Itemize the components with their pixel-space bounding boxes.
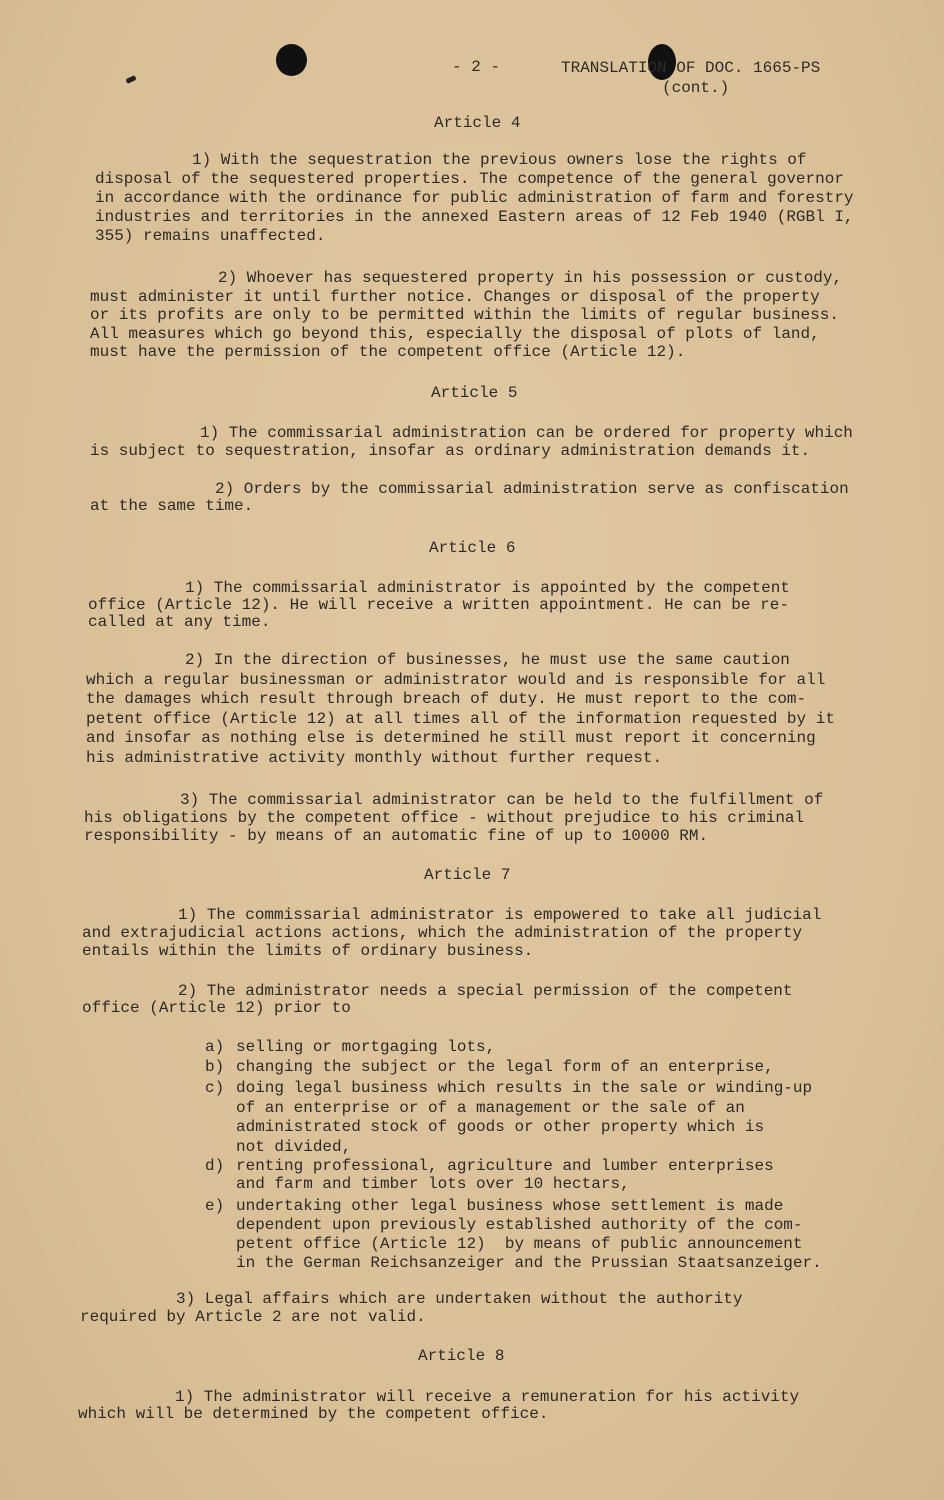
- text-line: 2) Whoever has sequestered property in his possession or custody,: [218, 269, 843, 287]
- text-line: changing the subject or the legal form of an enterprise,: [236, 1058, 774, 1076]
- text-line: industries and territories in the annexed Eastern areas of 12 Feb 1940 (RGBl I,: [95, 208, 854, 226]
- text-line: doing legal business which results in the sale or winding-up: [236, 1079, 813, 1097]
- text-line: called at any time.: [88, 613, 271, 631]
- text-line: administrated stock of goods or other property which is: [236, 1118, 765, 1136]
- text-line: 2) The administrator needs a special permission of the competent: [178, 982, 793, 1000]
- text-line: undertaking other legal business whose settlement is made: [236, 1197, 784, 1215]
- text-line: 1) The administrator will receive a remuneration for his activity: [175, 1388, 800, 1406]
- text-line: selling or mortgaging lots,: [236, 1038, 496, 1056]
- text-line: required by Article 2 are not valid.: [80, 1308, 426, 1326]
- list-item-label: e): [205, 1197, 225, 1215]
- text-line: 3) The commissarial administrator can be held to the fulfillment of: [180, 791, 824, 809]
- text-line: petent office (Article 12) by means of public announcement: [236, 1235, 803, 1253]
- text-line: in the German Reichsanzeiger and the Prussian Staatsanzeiger.: [236, 1254, 822, 1272]
- text-line: the damages which result through breach of duty. He must report to the com-: [86, 690, 807, 708]
- text-line: and insofar as nothing else is determined he still must report it concerning: [86, 729, 816, 747]
- text-line: at the same time.: [90, 497, 254, 515]
- text-line: must have the permission of the competent office (Article 12).: [90, 343, 686, 361]
- text-line: of an enterprise or of a management or the sale of an: [236, 1098, 745, 1117]
- text-line: office (Article 12). He will receive a written appointment. He can be re-: [88, 596, 789, 614]
- text-line: his administrative activity monthly without further request.: [86, 748, 663, 767]
- text-line: and extrajudicial actions actions, which the administration of the property: [82, 924, 803, 942]
- text-line: 1) The commissarial administration can be ordered for property which: [200, 424, 853, 442]
- text-line: All measures which go beyond this, especially the disposal of plots of land,: [90, 324, 820, 343]
- text-line: not divided,: [236, 1137, 352, 1156]
- punch-hole: [276, 44, 307, 76]
- document-title: TRANSLATION OF DOC. 1665-PS: [561, 59, 821, 77]
- article-heading-text: Article 8: [418, 1347, 505, 1365]
- list-item-label: c): [205, 1079, 225, 1097]
- list-item-label: a): [205, 1038, 225, 1056]
- text-line: in accordance with the ordinance for public administration of farm and forestry: [95, 189, 854, 207]
- text-line: 2) Orders by the commissarial administration serve as confiscation: [215, 480, 849, 498]
- text-line: which a regular businessman or administrator would and is responsible for all: [86, 670, 826, 689]
- article-heading-text: Article 6: [429, 539, 516, 557]
- text-line: is subject to sequestration, insofar as ordinary administration demands it.: [90, 442, 811, 460]
- text-line: entails within the limits of ordinary business.: [82, 942, 534, 960]
- text-line: dependent upon previously established authority of the com-: [236, 1216, 803, 1234]
- text-line: 2) In the direction of businesses, he must use the same caution: [185, 651, 790, 669]
- ink-mark: [125, 75, 136, 84]
- continued-label: (cont.): [662, 79, 730, 97]
- text-line: must administer it until further notice. Changes or disposal of the property: [90, 287, 820, 306]
- list-item-label: d): [205, 1157, 225, 1175]
- text-line: which will be determined by the competent office.: [78, 1405, 549, 1423]
- text-line: or its profits are only to be permitted within the limits of regular business.: [90, 306, 839, 324]
- text-line: 355) remains unaffected.: [95, 227, 326, 245]
- text-line: petent office (Article 12) at all times all of the information requested by it: [86, 709, 835, 728]
- text-line: 1) The commissarial administrator is appointed by the competent: [185, 579, 790, 597]
- text-line: responsibility - by means of an automatic fine of up to 10000 RM.: [84, 827, 709, 845]
- text-line: 1) The commissarial administrator is empowered to take all judicial: [178, 906, 822, 924]
- text-line: 1) With the sequestration the previous owners lose the rights of: [192, 151, 807, 169]
- text-line: renting professional, agriculture and lumber enterprises: [236, 1157, 774, 1175]
- text-line: 3) Legal affairs which are undertaken without the authority: [176, 1290, 743, 1308]
- text-line: disposal of the sequestered properties. The competence of the general governor: [95, 170, 844, 188]
- text-line: his obligations by the competent office - without prejudice to his criminal: [84, 809, 805, 827]
- page-number: - 2 -: [452, 58, 501, 76]
- text-line: and farm and timber lots over 10 hectars,: [236, 1175, 630, 1193]
- article-heading-text: Article 7: [424, 866, 511, 884]
- list-item-label: b): [205, 1058, 225, 1076]
- text-line: office (Article 12) prior to: [82, 999, 351, 1017]
- article-heading-text: Article 4: [434, 114, 521, 132]
- article-heading-text: Article 5: [431, 384, 518, 402]
